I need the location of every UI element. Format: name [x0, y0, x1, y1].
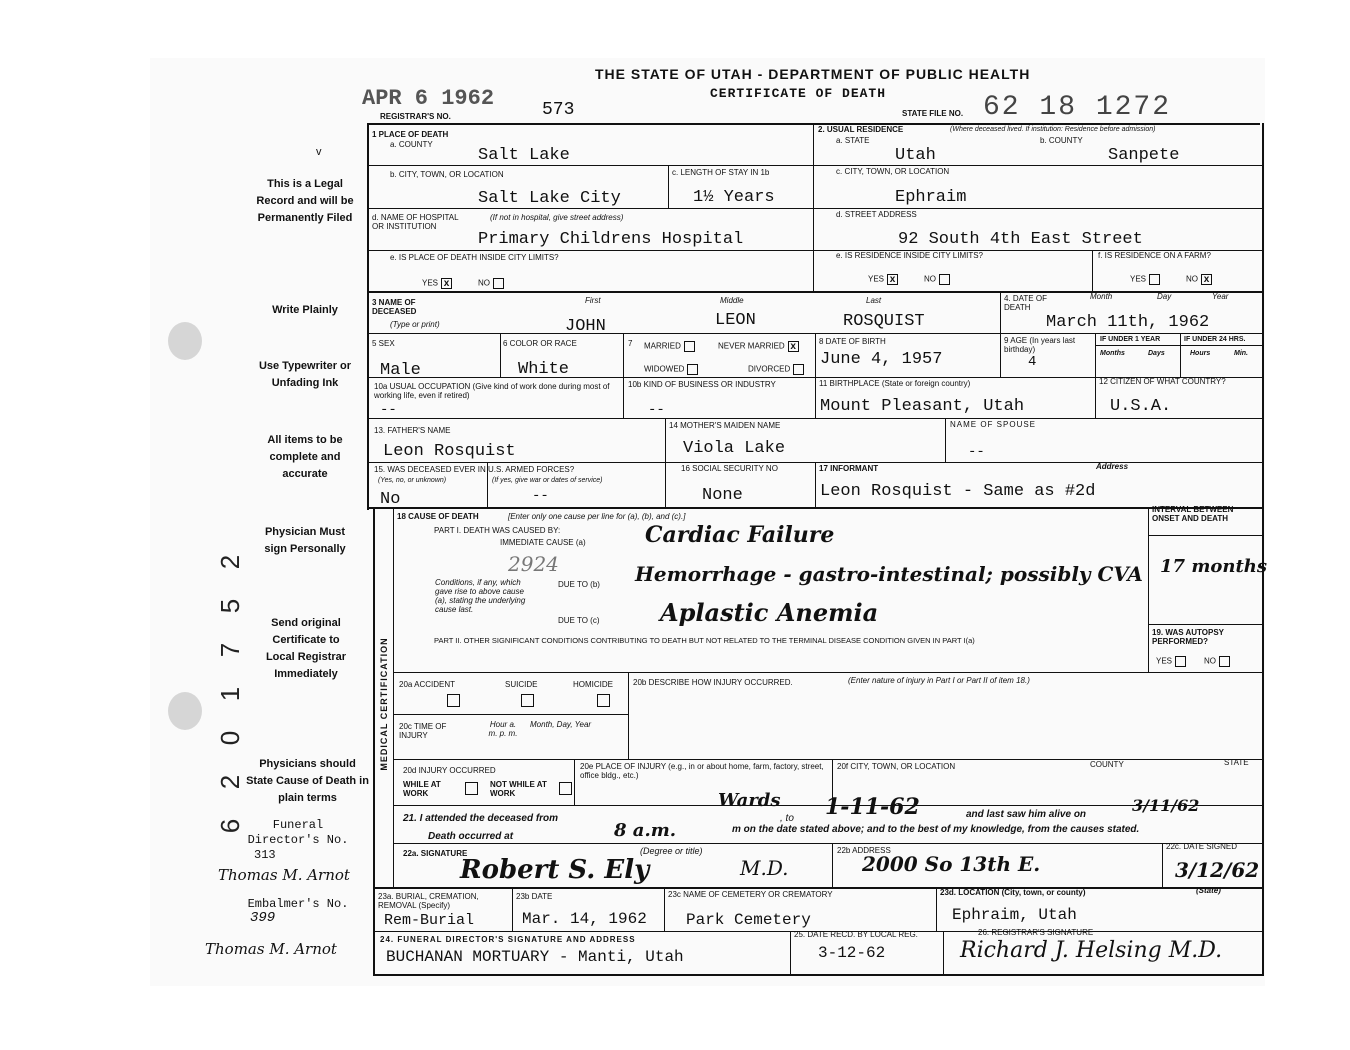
registrar-label: REGISTRAR'S NO.	[380, 112, 451, 121]
accident-checkbox[interactable]	[447, 694, 460, 707]
form-title: THE STATE OF UTAH - DEPARTMENT OF PUBLIC HEALTH	[595, 66, 1031, 82]
state-file-label: STATE FILE NO.	[902, 109, 964, 118]
residence-note: (Where deceased lived. If institution: Residence before admission)	[950, 126, 1156, 133]
while-at-work[interactable]: WHILE AT WORK	[403, 780, 441, 798]
checkbox[interactable]	[684, 341, 695, 352]
physician-degree: M.D.	[740, 856, 789, 880]
checkbox[interactable]	[1219, 656, 1230, 667]
months-label: Months	[1100, 350, 1125, 357]
name-label: 3 NAME OF DECEASED	[372, 298, 417, 316]
farm-no[interactable]: NO x	[1186, 274, 1212, 285]
due-to-b-label: DUE TO (b)	[558, 580, 600, 589]
checkbox[interactable]: x	[441, 278, 452, 289]
age: 4	[1028, 354, 1037, 370]
part-1-label: PART I. DEATH WAS CAUSED BY:	[434, 526, 561, 535]
first-label: First	[585, 296, 601, 305]
date-of-death-label: 4. DATE OF DEATH	[1004, 294, 1047, 312]
residence-label: 2. USUAL RESIDENCE	[818, 125, 904, 134]
cause-a: Cardiac Failure	[645, 522, 835, 548]
funeral-director-label: Funeral Director's No.	[247, 818, 349, 847]
part-2-label: PART II. OTHER SIGNIFICANT CONDITIONS CONTRIBUTING TO DEATH BUT NOT RELATED TO THE TERMINAL DISEASE CONDITION GIVEN IN PART I(a)	[434, 636, 975, 645]
never-married-option[interactable]: NEVER MARRIED x	[718, 341, 799, 352]
last-label: Last	[866, 296, 882, 305]
first-name: JOHN	[565, 317, 606, 336]
informant: Leon Rosquist - Same as #2d	[820, 482, 1096, 501]
physician-address: 2000 So 13th E.	[862, 852, 1041, 876]
type-note: (Type or print)	[390, 320, 440, 329]
embalmer-number: 399	[250, 910, 276, 926]
serial-digit: 7	[215, 642, 245, 658]
birth-label: 8 DATE OF BIRTH	[819, 337, 886, 346]
spouse-name: --	[968, 444, 985, 460]
interval: 17 months	[1160, 556, 1267, 577]
location-label: 23d. LOCATION (City, town, or county)	[940, 888, 1086, 897]
burial-location: Ephraim, Utah	[952, 906, 1077, 924]
serial-digit: 1	[215, 686, 245, 702]
date-signed-label: 22c. DATE SIGNED	[1166, 842, 1237, 851]
funeral-director-number: 313	[254, 848, 276, 862]
checkbox[interactable]: x	[887, 274, 898, 285]
armed-service: --	[532, 488, 549, 504]
injury-city-label: 20f CITY, TOWN, OR LOCATION	[837, 762, 956, 771]
occupation: --	[380, 402, 397, 418]
citizenship: U.S.A.	[1110, 397, 1172, 416]
month-day-year-label: Month, Day, Year	[530, 720, 592, 729]
suicide-checkbox[interactable]	[521, 694, 534, 707]
location-state-label: (State)	[1196, 886, 1221, 895]
physician-note: Physician Must sign Personally	[264, 526, 346, 555]
punch-hole	[168, 322, 202, 360]
father-name: Leon Rosquist	[383, 442, 516, 461]
mother-name: Viola Lake	[683, 439, 786, 458]
hospital-name: Primary Childrens Hospital	[478, 230, 744, 249]
sex: Male	[380, 361, 421, 380]
business-label: 10b KIND OF BUSINESS OR INDUSTRY	[628, 380, 776, 389]
send-original-note: Send original Certificate to Local Registrar Immediately	[265, 617, 347, 680]
serial-digit: 2	[215, 774, 245, 790]
punch-hole	[168, 692, 202, 730]
embalmer-signature: Thomas M. Arnot	[205, 940, 337, 958]
date-received: 3-12-62	[818, 944, 886, 962]
accident-label: 20a ACCIDENT	[399, 680, 456, 689]
injury-state-label: STATE	[1224, 758, 1249, 767]
place-of-death-label: 1 PLACE OF DEATH	[372, 130, 449, 139]
registrar-number: 573	[542, 100, 575, 120]
write-plainly-note: Write Plainly	[272, 304, 338, 316]
cause-note: [Enter only one cause per line for (a), (b), and (c).]	[508, 512, 686, 521]
death-occurred-time: 8 a.m.	[614, 820, 677, 841]
checkbox[interactable]: x	[1201, 274, 1212, 285]
birthplace-label: 11 BIRTHPLACE (State or foreign country)	[819, 379, 971, 388]
farm-label: f. IS RESIDENCE ON A FARM?	[1098, 251, 1211, 260]
address-label: Address	[1096, 462, 1129, 471]
year-label: Year	[1212, 292, 1229, 301]
res-city-label: c. CITY, TOWN, OR LOCATION	[836, 167, 950, 176]
statement-text: m on the date stated above; and to the best of my knowledge, from the causes stated.	[732, 824, 1140, 835]
length-of-stay: 1½ Years	[693, 188, 775, 207]
attended-from: Wards	[718, 790, 781, 811]
occupation-label: 10a USUAL OCCUPATION (Give kind of work done during most of working life, even if retired)	[374, 382, 610, 400]
death-occurred-label: Death occurred at	[428, 831, 514, 842]
funeral-home: BUCHANAN MORTUARY - Manti, Utah	[386, 948, 684, 966]
date-signed: 3/12/62	[1175, 858, 1260, 882]
hour-label: Hour a. m. p. m.	[488, 720, 518, 738]
due-to-c-label: DUE TO (c)	[558, 616, 600, 625]
time-of-injury-label: 20c TIME OF INJURY	[399, 722, 447, 740]
spouse-label: NAME OF SPOUSE	[950, 420, 1037, 429]
res-city: Ephraim	[895, 188, 967, 207]
inside-city-yes[interactable]: YES x	[422, 278, 452, 289]
to-label: , to	[780, 813, 794, 824]
homicide-checkbox[interactable]	[597, 694, 610, 707]
month-label: Month	[1090, 292, 1113, 301]
funeral-director-sig-label: 24. FUNERAL DIRECTOR'S SIGNATURE AND ADDRESS	[380, 935, 636, 944]
immediate-cause-label: IMMEDIATE CAUSE (a)	[500, 538, 586, 547]
interval-label: INTERVAL BETWEEN ONSET AND DEATH	[1152, 505, 1234, 523]
res-street: 92 South 4th East Street	[898, 230, 1143, 249]
embalmer-label: Embalmer's No.	[247, 897, 349, 911]
autopsy-label: 19. WAS AUTOPSY PERFORMED?	[1152, 628, 1224, 646]
checkbox[interactable]	[1149, 274, 1160, 285]
citizen-label: 12 CITIZEN OF WHAT COUNTRY?	[1099, 377, 1226, 386]
min-label: Min.	[1234, 350, 1248, 357]
stay-label: c. LENGTH OF STAY IN 1b	[672, 168, 770, 177]
date-of-birth: June 4, 1957	[820, 350, 943, 369]
sex-label: 5 SEX	[372, 339, 395, 348]
legal-record-note: This is a Legal Record and will be Permanently Filed	[256, 178, 354, 224]
suicide-label: SUICIDE	[505, 680, 538, 689]
state-file-number: 62 18 1272	[983, 92, 1172, 123]
how-injury-label: 20b DESCRIBE HOW INJURY OCCURRED.	[633, 678, 793, 687]
age-label: 9 AGE (In years last birthday)	[1004, 336, 1076, 354]
last-saw-date: 3/11/62	[1132, 796, 1200, 815]
conditions-note: Conditions, if any, which gave rise to above cause (a), stating the underlying cause last.	[435, 578, 526, 614]
res-county-label: b. COUNTY	[1040, 136, 1083, 145]
under-24-label: IF UNDER 24 HRS.	[1184, 336, 1246, 343]
serial-digit: 6	[215, 818, 245, 834]
cause-code: 2924	[508, 552, 559, 576]
days-label: Days	[1148, 350, 1165, 357]
registrar-signature-label: 26. REGISTRAR'S SIGNATURE	[978, 928, 1094, 937]
complete-note: All items to be complete and accurate	[267, 434, 343, 480]
homicide-label: HOMICIDE	[573, 680, 613, 689]
attended-to: 1-11-62	[825, 794, 920, 820]
color-label: 6 COLOR OR RACE	[503, 339, 577, 348]
inside-city-no[interactable]: NO	[478, 278, 504, 289]
burial-method: Rem-Burial	[384, 912, 475, 929]
cemetery-label: 23c NAME OF CEMETERY OR CREMATORY	[668, 890, 833, 899]
checkbox[interactable]	[793, 364, 804, 375]
address-label-22b: 22b ADDRESS	[837, 846, 891, 855]
signature-label: 22a. SIGNATURE	[403, 849, 468, 858]
res-state: Utah	[895, 146, 936, 165]
informant-label: 17 INFORMANT	[819, 464, 879, 473]
armed-note-1: (Yes, no, or unknown)	[378, 477, 447, 484]
received-stamp: APR 6 1962	[362, 86, 495, 111]
res-street-label: d. STREET ADDRESS	[836, 210, 917, 219]
county-label: a. COUNTY	[390, 140, 433, 149]
last-name: ROSQUIST	[843, 312, 925, 331]
attended-label: 21. I attended the deceased from	[403, 813, 559, 824]
ssn: None	[702, 486, 743, 505]
autopsy-yes[interactable]: YES	[1156, 656, 1186, 667]
ssn-label: 16 SOCIAL SECURITY NO	[681, 464, 778, 473]
armed-note-2: (If yes, give war or dates of service)	[492, 477, 603, 484]
burial-date: Mar. 14, 1962	[522, 910, 647, 928]
form-subtitle: CERTIFICATE OF DEATH	[710, 86, 887, 101]
not-at-work-checkbox[interactable]	[559, 782, 572, 795]
injury-county-label: COUNTY	[1090, 760, 1124, 769]
business: --	[648, 402, 665, 418]
checkbox[interactable]	[939, 274, 950, 285]
widowed-option[interactable]: WIDOWED	[644, 364, 698, 375]
res-county: Sanpete	[1108, 146, 1180, 165]
how-injury-note: (Enter nature of injury in Part I or Part II of item 18.)	[848, 676, 1030, 685]
date-received-label: 25. DATE RECD. BY LOCAL REG.	[794, 930, 918, 939]
registrar-signature: Richard J. Helsing M.D.	[960, 938, 1223, 963]
typewriter-note: Use Typewriter or Unfading Ink	[258, 360, 352, 389]
while-at-work-checkbox[interactable]	[465, 782, 478, 795]
medical-certification-label: MEDICAL CERTIFICATION	[379, 637, 389, 771]
check-mark: v	[316, 146, 322, 158]
armed-forces: No	[380, 490, 401, 509]
degree-label: (Degree or title)	[640, 846, 703, 856]
checkbox[interactable]	[1175, 656, 1186, 667]
father-label: 13. FATHER'S NAME	[374, 426, 451, 435]
burial-label: 23a. BURIAL, CREMATION, REMOVAL (Specify)	[378, 892, 479, 910]
res-state-label: a. STATE	[836, 136, 870, 145]
cause-label: 18 CAUSE OF DEATH	[397, 512, 479, 521]
injury-occurred-label: 20d INJURY OCCURRED	[403, 766, 496, 775]
birthplace: Mount Pleasant, Utah	[820, 397, 1025, 416]
cause-c: Aplastic Anemia	[660, 598, 879, 627]
middle-label: Middle	[720, 296, 744, 305]
married-option[interactable]: MARRIED	[644, 341, 695, 352]
day-label: Day	[1157, 292, 1172, 301]
cause-b: Hemorrhage - gastro-intestinal; possibly CVA	[635, 562, 1143, 586]
marital-label: 7	[628, 339, 633, 348]
res-inside-label: e. IS RESIDENCE INSIDE CITY LIMITS?	[836, 251, 983, 260]
divorced-option[interactable]: DIVORCED	[748, 364, 804, 375]
res-inside-no[interactable]: NO	[924, 274, 950, 285]
last-saw-label: and last saw him alive on	[966, 809, 1087, 820]
city-label: b. CITY, TOWN, OR LOCATION	[390, 170, 504, 179]
death-county: Salt Lake	[478, 146, 570, 165]
death-city: Salt Lake City	[478, 189, 621, 208]
checkbox[interactable]	[687, 364, 698, 375]
mother-label: 14 MOTHER'S MAIDEN NAME	[669, 421, 781, 430]
not-while-at-work[interactable]: NOT WHILE AT WORK	[490, 780, 547, 798]
place-of-injury-label: 20e PLACE OF INJURY (e.g., in or about home, farm, factory, street, office bldg., etc.)	[580, 762, 824, 780]
color: White	[518, 360, 570, 379]
inside-city-label: e. IS PLACE OF DEATH INSIDE CITY LIMITS?	[390, 253, 559, 262]
cemetery-name: Park Cemetery	[686, 911, 811, 929]
farm-yes[interactable]: YES	[1130, 274, 1160, 285]
checkbox[interactable]: x	[788, 341, 799, 352]
hours-label: Hours	[1190, 350, 1211, 357]
autopsy-no[interactable]: NO	[1204, 656, 1230, 667]
physician-signature: Robert S. Ely	[460, 855, 650, 885]
hospital-label: d. NAME OF HOSPITAL OR INSTITUTION	[372, 213, 459, 231]
serial-digit: 0	[215, 730, 245, 746]
armed-forces-label: 15. WAS DECEASED EVER IN U.S. ARMED FORCES?	[374, 465, 575, 474]
under-1-label: IF UNDER 1 YEAR	[1100, 336, 1161, 343]
funeral-director-signature: Thomas M. Arnot	[218, 866, 350, 884]
burial-date-label: 23b DATE	[516, 892, 553, 901]
vertical-serial-number	[215, 540, 245, 848]
serial-digit: 2	[215, 554, 245, 570]
middle-name: LEON	[715, 311, 756, 330]
date-of-death: March 11th, 1962	[1046, 313, 1210, 332]
hospital-note: (If not in hospital, give street address)	[490, 213, 624, 222]
serial-digit: 5	[215, 598, 245, 614]
res-inside-yes[interactable]: YES x	[868, 274, 898, 285]
checkbox[interactable]	[493, 278, 504, 289]
cause-note: Physicians should State Cause of Death in plain terms	[246, 758, 369, 804]
